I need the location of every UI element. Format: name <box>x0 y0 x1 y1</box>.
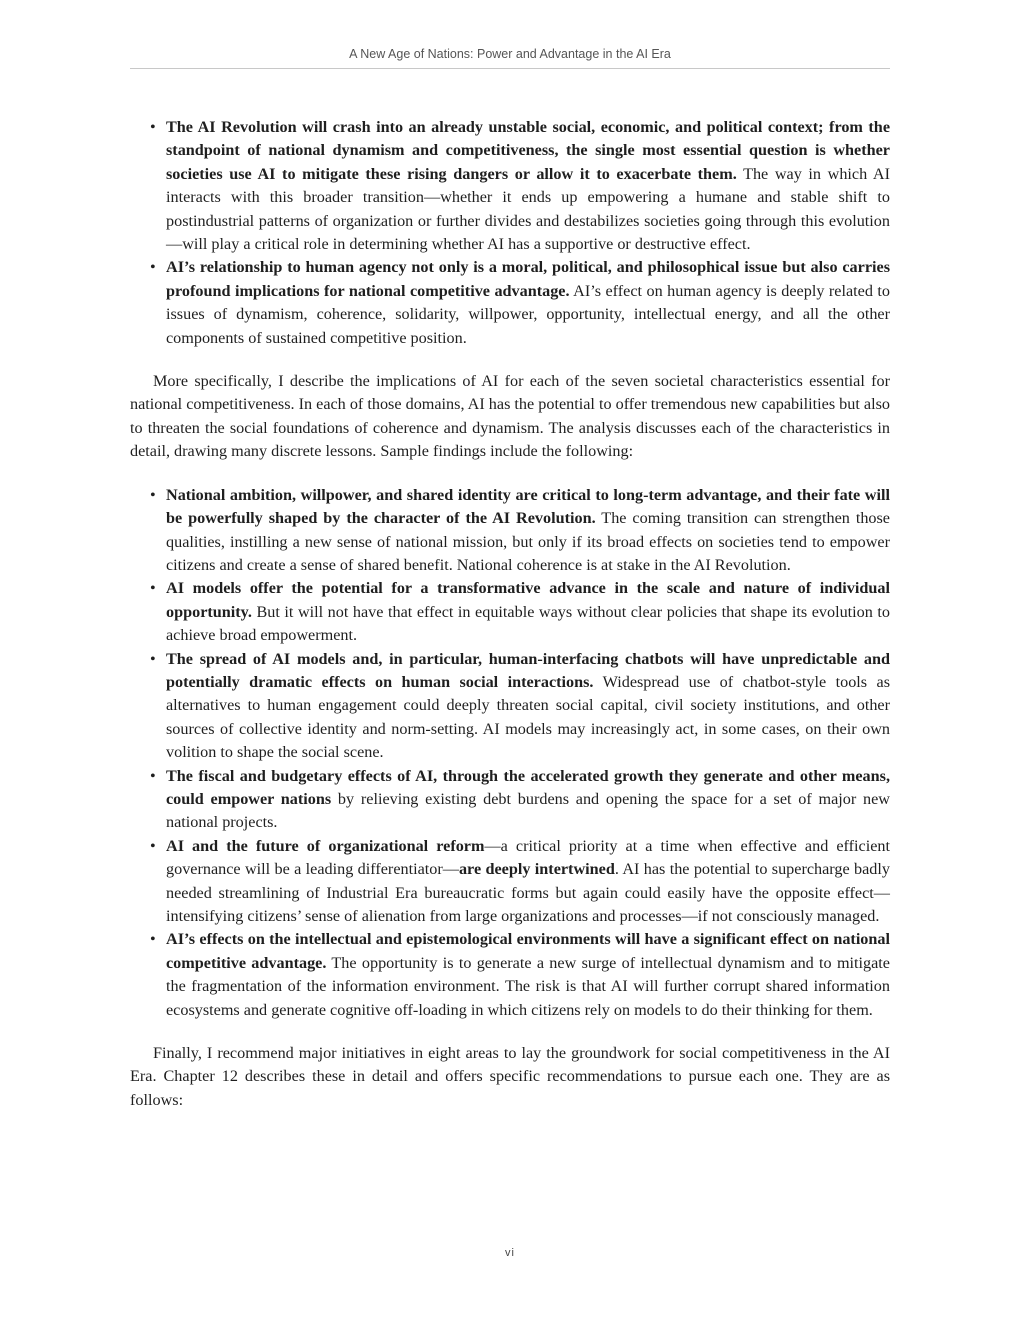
page-number: vi <box>505 1247 515 1259</box>
list-item <box>130 765 890 835</box>
bullet-body: by relieving existing debt burdens and opening the space for a set of major new national projects. <box>166 789 890 832</box>
list-item <box>130 648 890 765</box>
bullet-lead: AI’s effects on the intellectual and epistemological environments will have a significant effect on national competitive advantage. <box>166 930 890 972</box>
bullet-body: Widespread use of chatbot-style tools as alternatives to human engagement could deeply threaten social capital, civil society institutions, and other sources of collective identity and norm-setting. AI models may increasingly act, in some cases, on their own volition to shape the social scene. <box>166 672 891 762</box>
bullet-lead: AI models offer the potential for a transformative advance in the scale and nature of individual opportunity. <box>166 579 890 621</box>
list-item <box>130 484 890 578</box>
bullet-body: AI’s effect on human agency is deeply related to issues of dynamism, coherence, solidarity, willpower, opportunity, intellectual energy, and all the other components of sustained competitive position. <box>166 281 890 347</box>
bullet-lead: The fiscal and budgetary effects of AI, through the accelerated growth they generate and other means, could empower nations <box>166 766 890 808</box>
bullet-body: —a critical priority at a time when effective and efficient governance will be a leading differentiator— <box>166 836 890 879</box>
running-header: A New Age of Nations: Power and Advantage in the AI Era <box>349 47 671 61</box>
bullet-body: But it will not have that effect in equitable ways without clear policies that shape its evolution to achieve broad empowerment. <box>166 602 890 645</box>
list-item <box>130 928 890 1022</box>
list-item <box>130 577 890 647</box>
bullet-lead: AI and the future of organizational reform <box>166 836 485 855</box>
bullet-lead: The spread of AI models and, in particular, human-interfacing chatbots will have unpredictable and potentially dramatic effects on human social interactions. <box>166 649 890 691</box>
bullet-lead-continued: are deeply intertwined <box>458 860 615 879</box>
bullet-body: The coming transition can strengthen those qualities, instilling a new sense of national mission, but only if its broad effects on societies tend to empower citizens and create a sense of shared benefit. National coherence is at stake in the AI Revolution. <box>166 509 890 574</box>
bullet-body: The way in which AI interacts with this broader transition—whether it ends up empowering a humane and stable shift to postindustrial patterns of organization or further divides and destabilizes societies going through this evolution—will play a critical role in determining whether AI has a supportive or destructive effect. <box>166 164 890 254</box>
list-item <box>130 116 890 256</box>
bullet-lead: The AI Revolution will crash into an already unstable social, economic, and political context; from the standpoint of national dynamism and competitiveness, the single most essential question is whether societies use AI to mitigate these rising dangers or allow it to exacerbate them. <box>166 118 890 183</box>
page-body <box>130 116 890 1112</box>
bullet-list-findings <box>130 484 890 1022</box>
header-divider <box>130 68 890 69</box>
bullet-lead: National ambition, willpower, and shared identity are critical to long-term advantage, and their fate will be powerfully shaped by the character of the AI Revolution. <box>166 485 890 528</box>
bullet-body: The opportunity is to generate a new surge of intellectual dynamism and to mitigate the fragmentation of the information environment. The risk is that AI will further corrupt shared information ecosystems and generate cognitive off-loading in which citizens rely on models to do their thinking for them. <box>166 953 890 1019</box>
body-paragraph: Finally, I recommend major initiatives in eight areas to lay the groundwork for social competitiveness in the AI Era. Chapter 12 describes these in detail and offers specific recommendations to pursue each one. They are as follows: <box>130 1044 890 1109</box>
list-item <box>130 256 890 350</box>
bullet-list-overview <box>130 116 890 350</box>
bullet-lead: AI’s relationship to human agency not only is a moral, political, and philosophical issue but also carries profound implications for national competitive advantage. <box>166 258 890 300</box>
body-paragraph: More specifically, I describe the implications of AI for each of the seven societal characteristics essential for national competitiveness. In each of those domains, AI has the potential to offer tremendous new capabilities but also to threaten the social foundations of coherence and dynamism. The analysis discusses each of the characteristics in detail, drawing many discrete lessons. Sample findings include the following: <box>130 372 890 461</box>
bullet-body-continued: . AI has the potential to supercharge badly needed streamlining of Industrial Era bureaucratic forms but again could easily have the opposite effect—intensifying citizens’ sense of alienation from large organizations and processes—if not consciously managed. <box>166 860 890 925</box>
list-item <box>130 835 890 929</box>
